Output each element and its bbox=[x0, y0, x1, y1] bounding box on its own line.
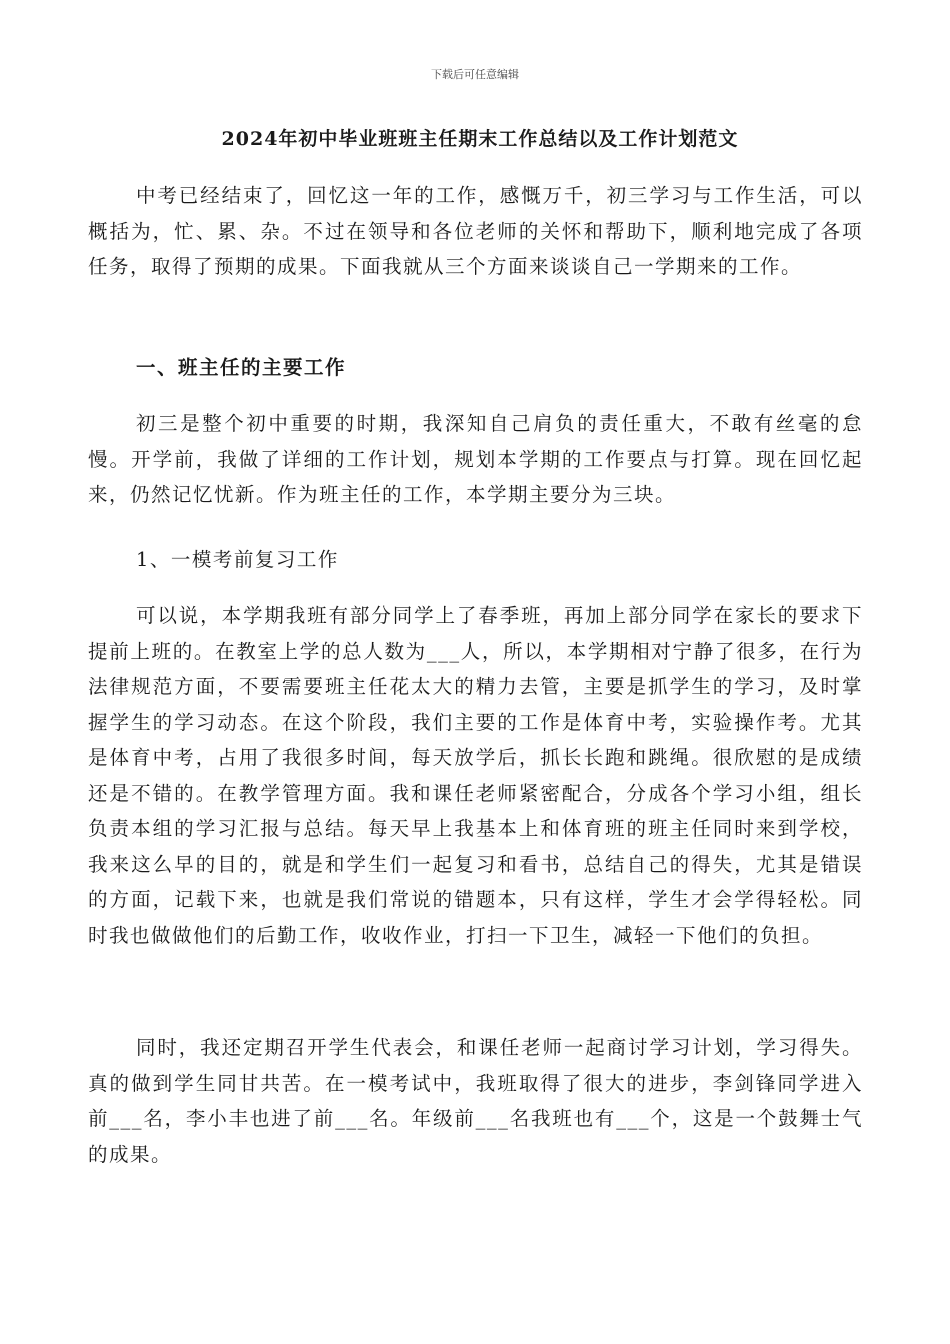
header-note: 下载后可任意编辑 bbox=[431, 68, 519, 81]
subsection1-paragraph-1: 可以说，本学期我班有部分同学上了春季班，再加上部分同学在家长的要求下提前上班的。在教室上学的总人数为___人，所以，本学期相对宁静了很多，在行为法律规范方面，不要需要班主任花太大的精力去管，主要是抓学生的学习，及时掌握学生的学习动态。在这个阶段，我们主要的工作是体育中考，实验操作考。尤其是体育中考，占用了我很多时间，每天放学后，抓长长跑和跳绳。很欣慰的是成绩还是不错的。在教学管理方面。我和课任老师紧密配合，分成各个学习小组，组长负责本组的学习汇报与总结。每天早上我基本上和体育班的班主任同时来到学校，我来这么早的目的，就是和学生们一起复习和看书，总结自己的得失，尤其是错误的方面，记载下来，也就是我们常说的错题本，只有这样，学生才会学得轻松。同时我也做做他们的后勤工作，收收作业，打扫一下卫生，减轻一下他们的负担。 bbox=[88, 604, 863, 947]
intro-paragraph: 中考已经结束了，回忆这一年的工作，感慨万千，初三学习与工作生活，可以概括为，忙、累、杂。不过在领导和各位老师的关怀和帮助下，顺利地完成了各项任务，取得了预期的成果。下面我就从三个方面来谈谈自己一学期来的工作。 bbox=[88, 184, 863, 278]
subsection1-paragraph-2: 同时，我还定期召开学生代表会，和课任老师一起商讨学习计划，学习得失。真的做到学生同甘共苦。在一模考试中，我班取得了很大的进步，李剑锋同学进入前___名，李小丰也进了前___名。年级前___名我班也有___个，这是一个鼓舞士气的成果。 bbox=[88, 1036, 863, 1166]
subsection-heading-1: 1、一模考前复习工作 bbox=[136, 548, 339, 571]
section-heading-1: 一、班主任的主要工作 bbox=[136, 356, 347, 379]
section1-paragraph-1: 初三是整个初中重要的时期，我深知自己肩负的责任重大，不敢有丝毫的怠慢。开学前，我做了详细的工作计划，规划本学期的工作要点与打算。现在回忆起来，仍然记忆忧新。作为班主任的工作，本学期主要分为三块。 bbox=[88, 412, 863, 506]
document-title: 2024年初中毕业班班主任期末工作总结以及工作计划范文 bbox=[221, 128, 739, 150]
